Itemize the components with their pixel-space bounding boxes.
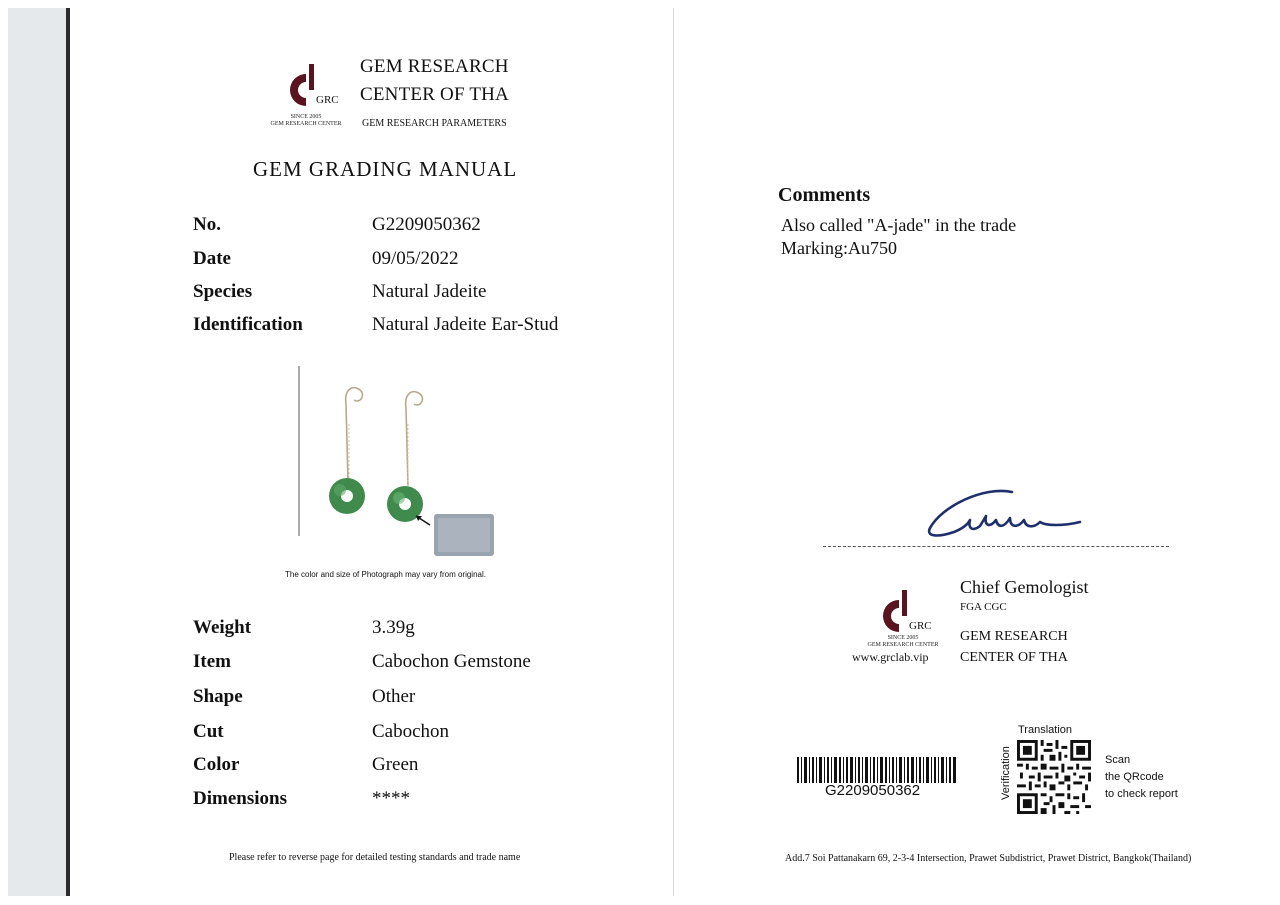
field-value-date: 09/05/2022 [372,248,459,269]
photo-caption: The color and size of Photograph may vary from original. [285,570,486,579]
comment-line-2: Marking:Au750 [781,238,897,258]
earring-hook-left [346,388,363,482]
barcode-number: G2209050362 [825,782,921,799]
field-value-cut: Cabochon [372,721,450,742]
org-name-line1: GEM RESEARCH [360,56,509,77]
field-value-identification: Natural Jadeite Ear-Stud [372,314,559,335]
logo-small-since: SINCE 2005 [887,635,919,641]
field-value-item: Cabochon Gemstone [372,651,531,672]
signature-image [924,484,1088,542]
logo-caption [261,114,351,128]
logo-small-center: GEM RESEARCH CENTER [867,642,939,648]
chief-gemologist-title: Chief Gemologist [960,577,1089,597]
field-label-number: No. [193,214,221,235]
gem-photograph [296,364,506,560]
lab-address: Add.7 Soi Pattanakarn 69, 2-3-4 Intersection, Prawet Subdistrict, Prawet District, Bangkok(Thailand) [785,853,1192,864]
website-link[interactable]: www.grclab.vip [852,650,929,664]
scan-line-1: Scan [1105,754,1131,766]
chief-credentials: FGA CGC [960,601,1007,613]
field-label-shape: Shape [193,686,243,707]
logo-since: SINCE 2005 [290,114,322,120]
scan-line-3: to check report [1105,788,1178,800]
translation-label: Translation [1018,724,1073,736]
field-label-identification: Identification [193,314,303,335]
scan-line-2: the QRcode [1105,771,1164,783]
scan-instructions [1105,752,1178,803]
field-label-dimensions: Dimensions [193,788,287,809]
field-label-cut: Cut [193,721,224,742]
signature-line [823,546,1169,547]
earring-hook-right [406,392,423,486]
logo-center: GEM RESEARCH CENTER [270,121,342,127]
logo-small-caption [858,635,948,649]
field-label-species: Species [193,281,253,302]
certificate-page-back [675,8,1275,896]
field-value-weight: 3.39g [372,617,415,638]
page-fold [673,8,674,896]
field-value-dimensions: **** [372,788,410,809]
manual-title: GEM GRADING MANUAL [253,157,518,181]
field-value-shape: Other [372,686,416,707]
field-label-item: Item [193,651,231,672]
left-page-footer: Please refer to reverse page for detailed testing standards and trade name [229,852,521,863]
scanner-strip [8,8,66,896]
field-label-date: Date [193,248,231,269]
field-label-color: Color [193,754,240,775]
org-parameters: GEM RESEARCH PARAMETERS [362,118,507,129]
field-label-weight: Weight [193,617,252,638]
signature-org-line2: CENTER OF THA [960,650,1068,665]
comment-line-1: Also called "A-jade" in the trade [781,215,1017,235]
logo-small-text: GRC [909,620,932,632]
comments-heading: Comments [778,184,871,206]
verification-qr-code[interactable] [1016,740,1092,814]
signature-org-line1: GEM RESEARCH [960,629,1068,644]
field-value-color: Green [372,754,419,775]
verification-label: Verification [1000,746,1012,800]
grc-logo-icon [284,64,339,112]
field-value-species: Natural Jadeite [372,281,487,302]
logo-text: GRC [316,94,339,106]
org-name-line2: CENTER OF THA [360,84,509,105]
report-barcode [797,757,957,783]
field-value-number: G2209050362 [372,214,481,235]
grc-logo-small-icon [877,590,932,638]
